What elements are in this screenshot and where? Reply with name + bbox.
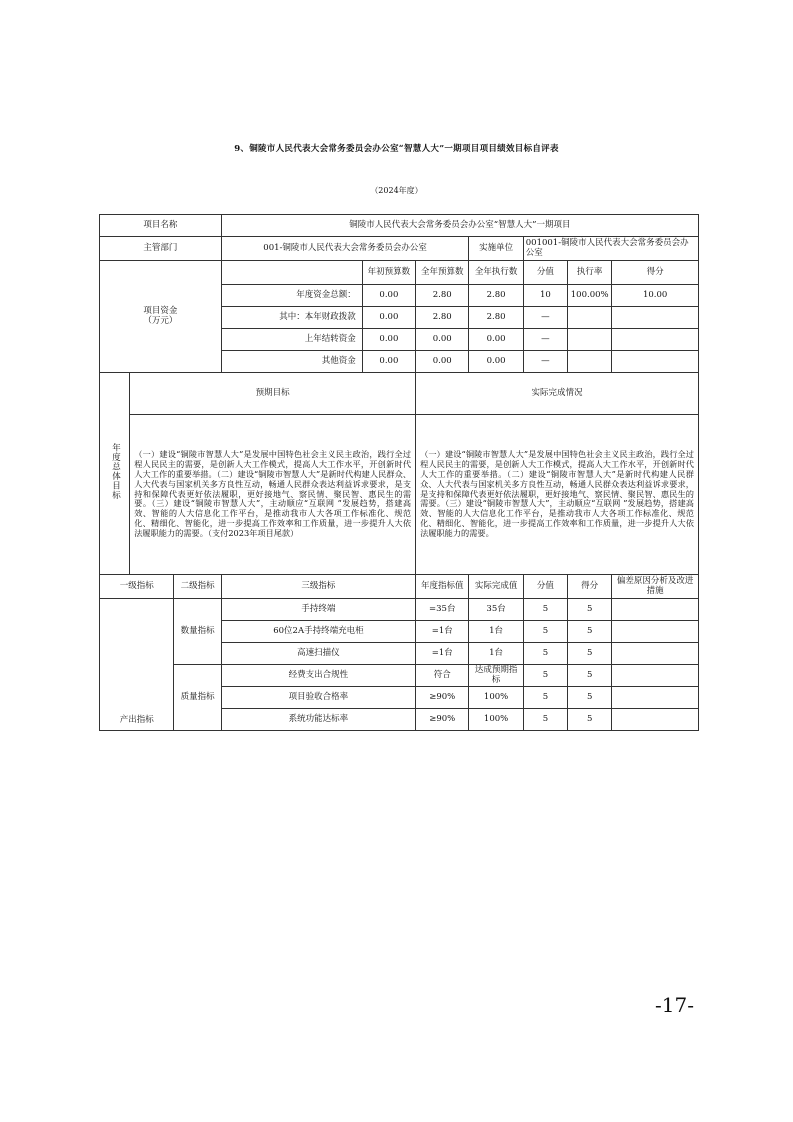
ind-row-value: 5 bbox=[523, 643, 567, 665]
ind-row-target: =1台 bbox=[416, 621, 469, 643]
ind-row-target: ≥90% bbox=[416, 687, 469, 709]
ind-row-score: 5 bbox=[568, 665, 612, 687]
funds-row-budget-year: 0.00 bbox=[416, 351, 469, 373]
ind-row-actual: 100% bbox=[469, 709, 523, 731]
funds-row-executed: 2.80 bbox=[469, 285, 523, 307]
ind-header-value: 分值 bbox=[523, 575, 567, 599]
funds-row-score-value: 10 bbox=[523, 285, 567, 307]
funds-label-text: 项目资金 （万元） bbox=[143, 305, 178, 326]
ind-row-score: 5 bbox=[568, 643, 612, 665]
ind-row-score: 5 bbox=[568, 709, 612, 731]
funds-row-budget-year: 2.80 bbox=[416, 307, 469, 329]
dept-value: 001-铜陵市人民代表大会常务委员会办公室 bbox=[221, 237, 469, 261]
ind-row-actual: 达成预期指标 bbox=[469, 665, 523, 687]
ind-row-note bbox=[612, 687, 699, 709]
ind-header-note: 偏差原因分析及改进措施 bbox=[612, 575, 699, 599]
ind-row-score: 5 bbox=[568, 621, 612, 643]
ind-header-level1: 一级指标 bbox=[100, 575, 174, 599]
funds-header-score: 得分 bbox=[612, 261, 699, 285]
funds-header-rate: 执行率 bbox=[568, 261, 612, 285]
ind-level1: 产出指标 bbox=[119, 715, 154, 726]
ind-row-target: =35台 bbox=[416, 599, 469, 621]
funds-row-budget-start: 0.00 bbox=[362, 351, 415, 373]
ind-header-score: 得分 bbox=[568, 575, 612, 599]
goals-expected-text: （一）建设“铜陵市智慧人大”是发展中国特色社会主义民主政治，践行全过程人民民主的需要，是创新人大工作模式，提高人大工作水平，开创新时代人大工作的重要举措。（二）建设“铜陵市智慧人大”是新时代构建人民群众、人大代表与国家机关多方良性互动，畅通人民群众表达利益诉求要求，是支持和保障代表更好依法履职，更好接地气、察民情、聚民智、惠民生的需要。（三）建设“铜陵市智慧人大”，主动顺应“互联网 ”发展趋势，搭建高效、智能的人大信息化工作平台，是推动我市人大各项工作标准化、规范化、精细化、智能化，进一步提高工作效率和工作质量，进一步提升人大依法履职能力的需要。（支付2023年项目尾款） bbox=[130, 415, 416, 575]
ind-row-actual: 1台 bbox=[469, 621, 523, 643]
goals-actual-header: 实际完成情况 bbox=[416, 373, 699, 415]
impl-label: 实施单位 bbox=[469, 237, 523, 261]
funds-row-rate bbox=[568, 307, 612, 329]
ind-row-value: 5 bbox=[523, 687, 567, 709]
project-name-label: 项目名称 bbox=[100, 215, 222, 237]
funds-row-executed: 2.80 bbox=[469, 307, 523, 329]
funds-row-score bbox=[612, 329, 699, 351]
ind-header-actual: 实际完成值 bbox=[469, 575, 523, 599]
funds-row-executed: 0.00 bbox=[469, 329, 523, 351]
ind-row-note bbox=[612, 709, 699, 731]
funds-header-budget-year: 全年预算数 bbox=[416, 261, 469, 285]
ind-row-value: 5 bbox=[523, 665, 567, 687]
funds-row-score bbox=[612, 351, 699, 373]
impl-value: 001001-铜陵市人民代表大会常务委员会办公室 bbox=[523, 237, 698, 261]
funds-row-rate bbox=[568, 351, 612, 373]
funds-header-budget-start: 年初预算数 bbox=[362, 261, 415, 285]
funds-row-name: 其中：本年财政拨款 bbox=[221, 307, 362, 329]
ind-row-actual: 35台 bbox=[469, 599, 523, 621]
ind-row-name: 60位2A手持终端充电柜 bbox=[221, 621, 415, 643]
funds-row-rate bbox=[568, 329, 612, 351]
ind-row-name: 经费支出合规性 bbox=[221, 665, 415, 687]
ind-row-target: 符合 bbox=[416, 665, 469, 687]
ind-row-target: =1台 bbox=[416, 643, 469, 665]
funds-row-budget-start: 0.00 bbox=[362, 285, 415, 307]
ind-header-level3: 三级指标 bbox=[221, 575, 415, 599]
ind-row-note bbox=[612, 665, 699, 687]
goals-label-text: 年度总体目标 bbox=[110, 443, 121, 501]
ind-header-level2: 二级指标 bbox=[174, 575, 221, 599]
ind-row-score: 5 bbox=[568, 599, 612, 621]
ind-row-name: 系统功能达标率 bbox=[221, 709, 415, 731]
funds-row-budget-start: 0.00 bbox=[362, 329, 415, 351]
ind-row-value: 5 bbox=[523, 599, 567, 621]
funds-row-budget-year: 0.00 bbox=[416, 329, 469, 351]
funds-header-executed: 全年执行数 bbox=[469, 261, 523, 285]
ind-row-name: 项目验收合格率 bbox=[221, 687, 415, 709]
goals-actual-text: （一）建设“铜陵市智慧人大”是发展中国特色社会主义民主政治，践行全过程人民民主的需要，是创新人大工作模式，提高人大工作水平，开创新时代人大工作的重要举措。（二）建设“铜陵市智慧人大”是新时代构建人民群众、人大代表与国家机关多方良性互动，畅通人民群众表达利益诉求要求，是支持和保障代表更好依法履职，更好接地气、察民情、聚民智、惠民生的需要。（三）建设“铜陵市智慧人大”，主动顺应“互联网 ”发展趋势，搭建高效、智能的人大信息化工作平台，是推动我市人大各项工作标准化、规范化、精细化、智能化，进一步提高工作效率和工作质量，进一步提升人大依法履职能力的需要。 bbox=[416, 415, 699, 575]
ind-row-note bbox=[612, 621, 699, 643]
funds-row-rate: 100.00% bbox=[568, 285, 612, 307]
funds-row-score bbox=[612, 307, 699, 329]
ind-row-target: ≥90% bbox=[416, 709, 469, 731]
ind-row-score: 5 bbox=[568, 687, 612, 709]
ind-level1-cell bbox=[100, 599, 174, 731]
funds-row-score-value: — bbox=[523, 351, 567, 373]
document-year: （2024年度） bbox=[370, 186, 423, 195]
funds-row-score-value: — bbox=[523, 329, 567, 351]
funds-row-score-value: — bbox=[523, 307, 567, 329]
ind-row-name: 高速扫描仪 bbox=[221, 643, 415, 665]
ind-level2-quantity: 数量指标 bbox=[174, 599, 221, 665]
ind-row-value: 5 bbox=[523, 621, 567, 643]
evaluation-table bbox=[99, 214, 699, 731]
ind-row-actual: 1台 bbox=[469, 643, 523, 665]
funds-header-score-value: 分值 bbox=[523, 261, 567, 285]
document-title: 9、铜陵市人民代表大会常务委员会办公室“智慧人大”一期项目项目绩效目标自评表 bbox=[234, 144, 559, 154]
ind-header-target: 年度指标值 bbox=[416, 575, 469, 599]
ind-level2-quality: 质量指标 bbox=[174, 665, 221, 731]
funds-row-score: 10.00 bbox=[612, 285, 699, 307]
project-name-value: 铜陵市人民代表大会常务委员会办公室“智慧人大”一期项目 bbox=[221, 215, 698, 237]
ind-row-name: 手持终端 bbox=[221, 599, 415, 621]
funds-row-name: 上年结转资金 bbox=[221, 329, 362, 351]
funds-row-budget-start: 0.00 bbox=[362, 307, 415, 329]
ind-row-actual: 100% bbox=[469, 687, 523, 709]
funds-row-executed: 0.00 bbox=[469, 351, 523, 373]
dept-label: 主管部门 bbox=[100, 237, 222, 261]
funds-header-blank bbox=[221, 261, 362, 285]
ind-row-value: 5 bbox=[523, 709, 567, 731]
funds-row-budget-year: 2.80 bbox=[416, 285, 469, 307]
funds-label bbox=[100, 261, 222, 373]
goals-expected-header: 预期目标 bbox=[130, 373, 416, 415]
funds-row-name: 其他资金 bbox=[221, 351, 362, 373]
ind-row-note bbox=[612, 643, 699, 665]
page-number: -17- bbox=[655, 993, 694, 1017]
goals-label bbox=[100, 373, 130, 575]
funds-row-name: 年度资金总额： bbox=[221, 285, 362, 307]
ind-row-note bbox=[612, 599, 699, 621]
